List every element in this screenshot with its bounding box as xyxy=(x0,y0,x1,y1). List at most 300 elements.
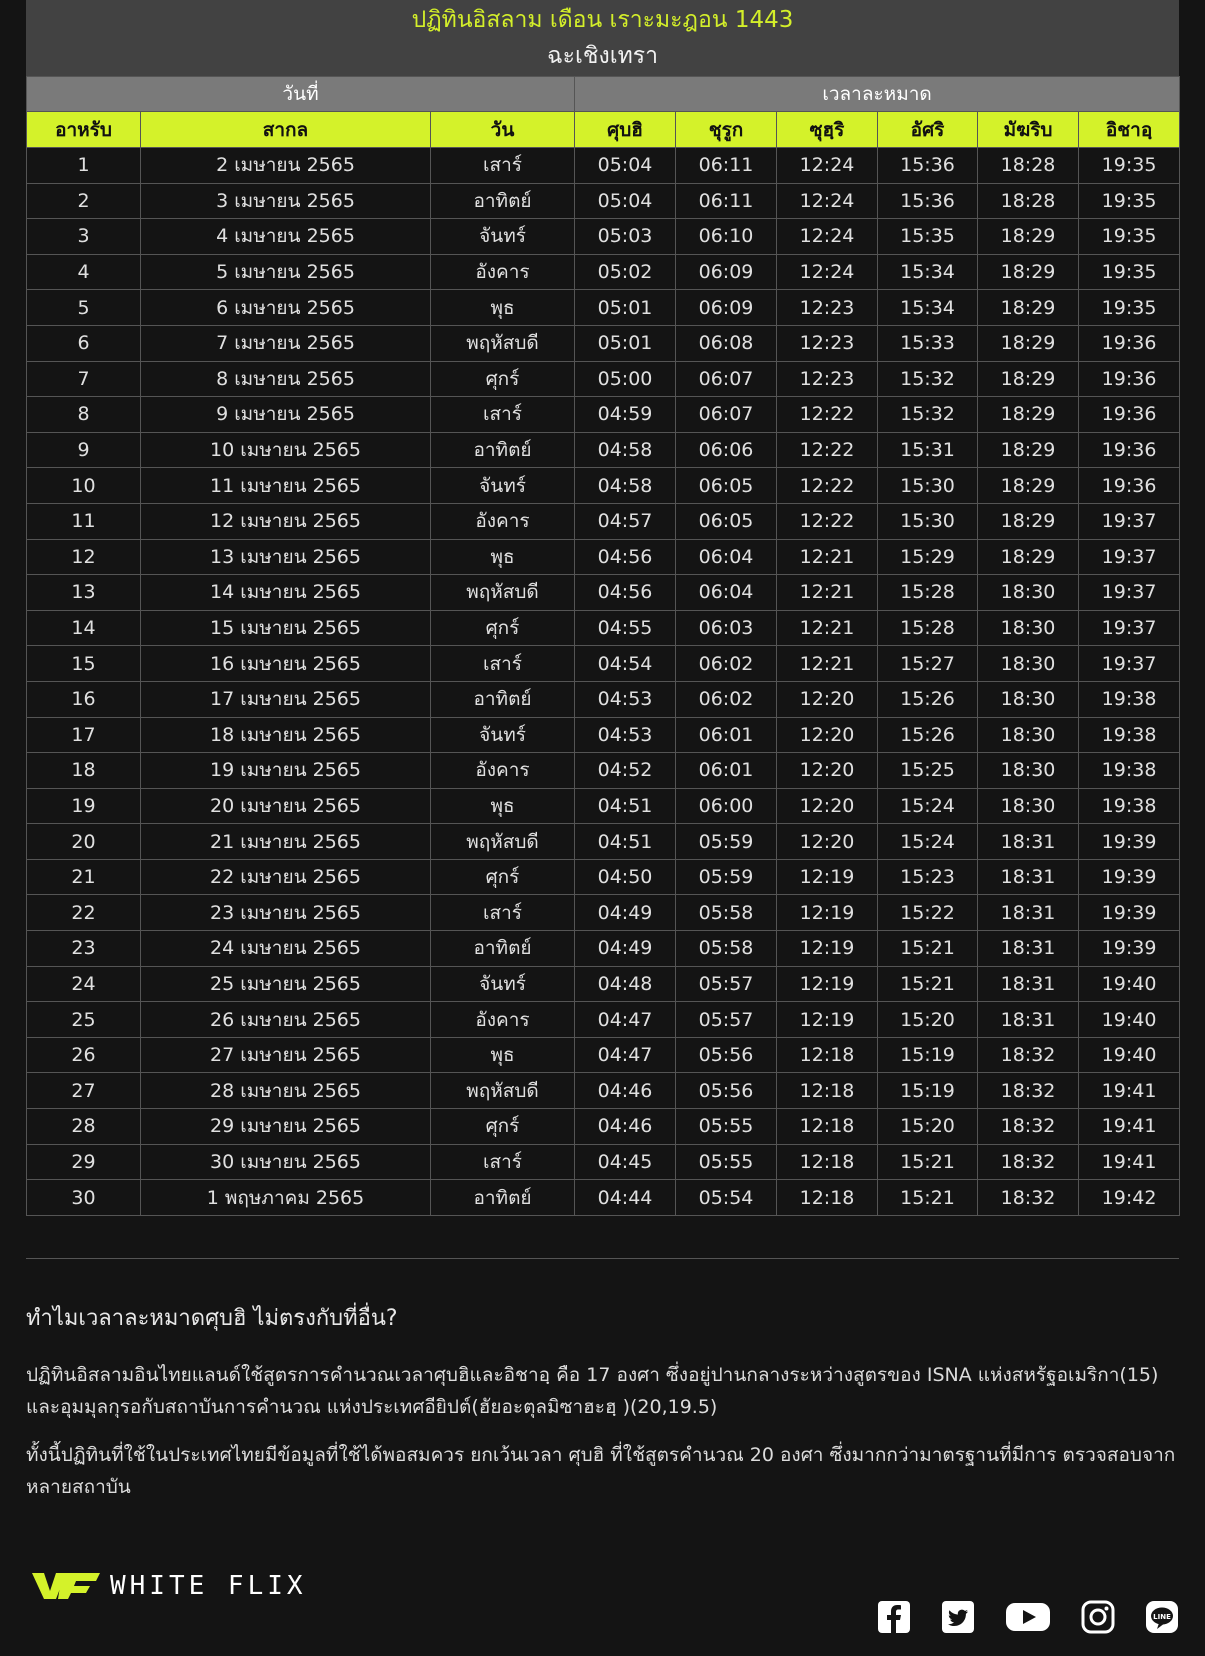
column-header: ชุรูก xyxy=(676,112,777,148)
cell-weekday: จันทร์ xyxy=(431,717,575,753)
cell-gregorian-date: 2 เมษายน 2565 xyxy=(141,148,431,184)
cell-gregorian-date: 10 เมษายน 2565 xyxy=(141,432,431,468)
cell-asr: 15:34 xyxy=(878,254,978,290)
cell-hijri-day: 20 xyxy=(27,824,141,860)
cell-weekday: อาทิตย์ xyxy=(431,931,575,967)
line-icon[interactable] xyxy=(1145,1600,1179,1634)
table-row xyxy=(27,1037,1180,1073)
cell-hijri-day: 30 xyxy=(27,1180,141,1216)
cell-isha: 19:38 xyxy=(1079,753,1180,789)
table-row xyxy=(27,539,1180,575)
cell-shuruq: 05:57 xyxy=(676,1002,777,1038)
table-row xyxy=(27,859,1180,895)
cell-weekday: อังคาร xyxy=(431,1002,575,1038)
cell-weekday: อังคาร xyxy=(431,503,575,539)
cell-shuruq: 05:59 xyxy=(676,824,777,860)
cell-hijri-day: 2 xyxy=(27,183,141,219)
table-row xyxy=(27,646,1180,682)
cell-isha: 19:36 xyxy=(1079,397,1180,433)
cell-isha: 19:35 xyxy=(1079,183,1180,219)
cell-gregorian-date: 29 เมษายน 2565 xyxy=(141,1109,431,1145)
white-flix-logo-icon xyxy=(32,1569,100,1603)
cell-hijri-day: 8 xyxy=(27,397,141,433)
cell-zuhr: 12:23 xyxy=(777,290,878,326)
brand-logo[interactable] xyxy=(32,1566,307,1606)
cell-maghrib: 18:28 xyxy=(978,183,1079,219)
cell-isha: 19:36 xyxy=(1079,432,1180,468)
cell-gregorian-date: 27 เมษายน 2565 xyxy=(141,1037,431,1073)
twitter-icon[interactable] xyxy=(941,1600,975,1634)
cell-subh: 04:46 xyxy=(575,1109,676,1145)
calendar-section xyxy=(26,0,1179,1216)
cell-gregorian-date: 26 เมษายน 2565 xyxy=(141,1002,431,1038)
instagram-icon[interactable] xyxy=(1081,1600,1115,1634)
facebook-icon[interactable] xyxy=(877,1600,911,1634)
table-row xyxy=(27,361,1180,397)
cell-subh: 04:44 xyxy=(575,1180,676,1216)
table-row xyxy=(27,1073,1180,1109)
cell-shuruq: 05:57 xyxy=(676,966,777,1002)
cell-zuhr: 12:20 xyxy=(777,753,878,789)
column-header: วัน xyxy=(431,112,575,148)
cell-maghrib: 18:30 xyxy=(978,788,1079,824)
cell-hijri-day: 29 xyxy=(27,1144,141,1180)
cell-weekday: พฤหัสบดี xyxy=(431,824,575,860)
province-name: ฉะเชิงเทรา xyxy=(546,43,658,69)
table-row xyxy=(27,824,1180,860)
cell-gregorian-date: 19 เมษายน 2565 xyxy=(141,753,431,789)
cell-asr: 15:26 xyxy=(878,681,978,717)
cell-zuhr: 12:21 xyxy=(777,575,878,611)
cell-subh: 05:00 xyxy=(575,361,676,397)
cell-weekday: พฤหัสบดี xyxy=(431,575,575,611)
cell-weekday: เสาร์ xyxy=(431,895,575,931)
cell-maghrib: 18:32 xyxy=(978,1109,1079,1145)
cell-subh: 04:48 xyxy=(575,966,676,1002)
cell-weekday: เสาร์ xyxy=(431,148,575,184)
cell-weekday: พฤหัสบดี xyxy=(431,325,575,361)
cell-maghrib: 18:32 xyxy=(978,1037,1079,1073)
svg-text:LINE: LINE xyxy=(1153,1613,1171,1621)
cell-weekday: อาทิตย์ xyxy=(431,432,575,468)
table-row xyxy=(27,290,1180,326)
cell-zuhr: 12:24 xyxy=(777,254,878,290)
cell-gregorian-date: 23 เมษายน 2565 xyxy=(141,895,431,931)
cell-weekday: ศุกร์ xyxy=(431,610,575,646)
cell-gregorian-date: 4 เมษายน 2565 xyxy=(141,219,431,255)
cell-zuhr: 12:23 xyxy=(777,361,878,397)
column-header: ซุฮฺริ xyxy=(777,112,878,148)
column-header: อัศริ xyxy=(878,112,978,148)
cell-shuruq: 06:09 xyxy=(676,290,777,326)
cell-shuruq: 06:11 xyxy=(676,148,777,184)
cell-isha: 19:35 xyxy=(1079,290,1180,326)
cell-zuhr: 12:18 xyxy=(777,1180,878,1216)
cell-hijri-day: 19 xyxy=(27,788,141,824)
cell-isha: 19:37 xyxy=(1079,610,1180,646)
social-links xyxy=(877,1600,1179,1634)
cell-maghrib: 18:29 xyxy=(978,361,1079,397)
cell-subh: 04:59 xyxy=(575,397,676,433)
cell-maghrib: 18:29 xyxy=(978,325,1079,361)
cell-isha: 19:37 xyxy=(1079,503,1180,539)
cell-weekday: เสาร์ xyxy=(431,397,575,433)
cell-weekday: พฤหัสบดี xyxy=(431,1073,575,1109)
column-header: ศุบฮิ xyxy=(575,112,676,148)
cell-shuruq: 05:58 xyxy=(676,931,777,967)
cell-weekday: จันทร์ xyxy=(431,966,575,1002)
cell-hijri-day: 4 xyxy=(27,254,141,290)
cell-maghrib: 18:31 xyxy=(978,895,1079,931)
cell-isha: 19:39 xyxy=(1079,895,1180,931)
cell-weekday: อาทิตย์ xyxy=(431,681,575,717)
table-row xyxy=(27,966,1180,1002)
cell-shuruq: 06:04 xyxy=(676,575,777,611)
cell-maghrib: 18:29 xyxy=(978,397,1079,433)
cell-shuruq: 06:00 xyxy=(676,788,777,824)
cell-gregorian-date: 11 เมษายน 2565 xyxy=(141,468,431,504)
table-row xyxy=(27,1002,1180,1038)
cell-zuhr: 12:20 xyxy=(777,681,878,717)
cell-shuruq: 06:01 xyxy=(676,717,777,753)
cell-hijri-day: 27 xyxy=(27,1073,141,1109)
table-row xyxy=(27,468,1180,504)
table-row xyxy=(27,325,1180,361)
cell-subh: 04:58 xyxy=(575,468,676,504)
cell-isha: 19:38 xyxy=(1079,717,1180,753)
cell-subh: 04:58 xyxy=(575,432,676,468)
cell-isha: 19:37 xyxy=(1079,539,1180,575)
cell-gregorian-date: 24 เมษายน 2565 xyxy=(141,931,431,967)
cell-maghrib: 18:28 xyxy=(978,148,1079,184)
cell-asr: 15:21 xyxy=(878,1144,978,1180)
cell-zuhr: 12:19 xyxy=(777,859,878,895)
table-row xyxy=(27,1180,1180,1216)
cell-hijri-day: 9 xyxy=(27,432,141,468)
cell-weekday: เสาร์ xyxy=(431,1144,575,1180)
table-row xyxy=(27,753,1180,789)
cell-gregorian-date: 6 เมษายน 2565 xyxy=(141,290,431,326)
brand-name: WHITE FLIX xyxy=(110,1571,307,1601)
info-section xyxy=(26,1300,1179,1519)
cell-asr: 15:36 xyxy=(878,148,978,184)
cell-gregorian-date: 28 เมษายน 2565 xyxy=(141,1073,431,1109)
cell-zuhr: 12:21 xyxy=(777,646,878,682)
cell-shuruq: 06:07 xyxy=(676,397,777,433)
table-row xyxy=(27,895,1180,931)
cell-zuhr: 12:24 xyxy=(777,183,878,219)
cell-hijri-day: 28 xyxy=(27,1109,141,1145)
cell-subh: 04:50 xyxy=(575,859,676,895)
cell-asr: 15:19 xyxy=(878,1073,978,1109)
cell-zuhr: 12:24 xyxy=(777,148,878,184)
section-divider xyxy=(26,1258,1179,1259)
cell-shuruq: 06:01 xyxy=(676,753,777,789)
cell-maghrib: 18:30 xyxy=(978,717,1079,753)
cell-hijri-day: 5 xyxy=(27,290,141,326)
cell-gregorian-date: 9 เมษายน 2565 xyxy=(141,397,431,433)
cell-isha: 19:41 xyxy=(1079,1144,1180,1180)
cell-subh: 04:47 xyxy=(575,1037,676,1073)
cell-shuruq: 05:55 xyxy=(676,1109,777,1145)
cell-gregorian-date: 5 เมษายน 2565 xyxy=(141,254,431,290)
table-row xyxy=(27,254,1180,290)
cell-isha: 19:35 xyxy=(1079,254,1180,290)
cell-asr: 15:24 xyxy=(878,788,978,824)
cell-hijri-day: 7 xyxy=(27,361,141,397)
cell-hijri-day: 21 xyxy=(27,859,141,895)
info-paragraph-2: ทั้งนี้ปฏิทินที่ใช้ในประเทศไทยมีข้อมูลที่ใช้ได้พอสมควร ยกเว้นเวลา ศุบฮิ ที่ใช้สูตรคำนวณ 20 องศา ซึ่งมากกว่ามาตรฐานที่มีการ ตรวจสอบจากหลายสถาบัน xyxy=(26,1444,1176,1498)
cell-hijri-day: 26 xyxy=(27,1037,141,1073)
cell-isha: 19:38 xyxy=(1079,788,1180,824)
cell-weekday: อังคาร xyxy=(431,753,575,789)
cell-shuruq: 05:54 xyxy=(676,1180,777,1216)
cell-hijri-day: 22 xyxy=(27,895,141,931)
cell-subh: 04:46 xyxy=(575,1073,676,1109)
cell-maghrib: 18:32 xyxy=(978,1180,1079,1216)
cell-subh: 05:01 xyxy=(575,325,676,361)
table-row xyxy=(27,931,1180,967)
cell-maghrib: 18:31 xyxy=(978,859,1079,895)
cell-isha: 19:35 xyxy=(1079,219,1180,255)
cell-shuruq: 06:06 xyxy=(676,432,777,468)
cell-shuruq: 06:03 xyxy=(676,610,777,646)
cell-subh: 04:52 xyxy=(575,753,676,789)
cell-zuhr: 12:18 xyxy=(777,1073,878,1109)
cell-hijri-day: 24 xyxy=(27,966,141,1002)
column-header: มัฆริบ xyxy=(978,112,1079,148)
table-row xyxy=(27,397,1180,433)
cell-asr: 15:25 xyxy=(878,753,978,789)
cell-gregorian-date: 18 เมษายน 2565 xyxy=(141,717,431,753)
cell-maghrib: 18:32 xyxy=(978,1144,1079,1180)
cell-subh: 04:53 xyxy=(575,717,676,753)
table-row xyxy=(27,183,1180,219)
cell-zuhr: 12:22 xyxy=(777,503,878,539)
cell-asr: 15:32 xyxy=(878,361,978,397)
cell-asr: 15:33 xyxy=(878,325,978,361)
table-row xyxy=(27,1109,1180,1145)
cell-asr: 15:21 xyxy=(878,931,978,967)
cell-hijri-day: 23 xyxy=(27,931,141,967)
cell-weekday: ศุกร์ xyxy=(431,859,575,895)
cell-shuruq: 06:10 xyxy=(676,219,777,255)
cell-maghrib: 18:30 xyxy=(978,646,1079,682)
cell-hijri-day: 3 xyxy=(27,219,141,255)
cell-hijri-day: 14 xyxy=(27,610,141,646)
cell-shuruq: 06:05 xyxy=(676,503,777,539)
table-row xyxy=(27,610,1180,646)
cell-asr: 15:24 xyxy=(878,824,978,860)
table-row xyxy=(27,503,1180,539)
cell-isha: 19:39 xyxy=(1079,859,1180,895)
cell-maghrib: 18:31 xyxy=(978,931,1079,967)
cell-zuhr: 12:20 xyxy=(777,717,878,753)
cell-hijri-day: 10 xyxy=(27,468,141,504)
cell-zuhr: 12:21 xyxy=(777,539,878,575)
cell-gregorian-date: 13 เมษายน 2565 xyxy=(141,539,431,575)
cell-isha: 19:37 xyxy=(1079,575,1180,611)
cell-weekday: พุธ xyxy=(431,1037,575,1073)
cell-asr: 15:28 xyxy=(878,610,978,646)
cell-shuruq: 06:04 xyxy=(676,539,777,575)
table-row xyxy=(27,788,1180,824)
table-row xyxy=(27,1144,1180,1180)
cell-gregorian-date: 17 เมษายน 2565 xyxy=(141,681,431,717)
cell-subh: 04:51 xyxy=(575,824,676,860)
cell-asr: 15:32 xyxy=(878,397,978,433)
cell-asr: 15:20 xyxy=(878,1002,978,1038)
cell-isha: 19:36 xyxy=(1079,361,1180,397)
cell-shuruq: 05:58 xyxy=(676,895,777,931)
cell-maghrib: 18:30 xyxy=(978,681,1079,717)
cell-shuruq: 06:02 xyxy=(676,681,777,717)
cell-asr: 15:28 xyxy=(878,575,978,611)
cell-zuhr: 12:22 xyxy=(777,397,878,433)
cell-maghrib: 18:29 xyxy=(978,503,1079,539)
cell-shuruq: 06:07 xyxy=(676,361,777,397)
cell-weekday: พุธ xyxy=(431,539,575,575)
table-row xyxy=(27,681,1180,717)
cell-zuhr: 12:19 xyxy=(777,895,878,931)
cell-gregorian-date: 20 เมษายน 2565 xyxy=(141,788,431,824)
cell-gregorian-date: 22 เมษายน 2565 xyxy=(141,859,431,895)
table-row xyxy=(27,148,1180,184)
cell-shuruq: 06:11 xyxy=(676,183,777,219)
cell-asr: 15:35 xyxy=(878,219,978,255)
cell-hijri-day: 17 xyxy=(27,717,141,753)
cell-hijri-day: 1 xyxy=(27,148,141,184)
cell-subh: 04:56 xyxy=(575,575,676,611)
cell-asr: 15:26 xyxy=(878,717,978,753)
cell-hijri-day: 13 xyxy=(27,575,141,611)
cell-weekday: เสาร์ xyxy=(431,646,575,682)
cell-gregorian-date: 8 เมษายน 2565 xyxy=(141,361,431,397)
cell-maghrib: 18:30 xyxy=(978,753,1079,789)
cell-zuhr: 12:23 xyxy=(777,325,878,361)
cell-weekday: จันทร์ xyxy=(431,468,575,504)
cell-shuruq: 06:08 xyxy=(676,325,777,361)
cell-maghrib: 18:30 xyxy=(978,575,1079,611)
cell-subh: 05:02 xyxy=(575,254,676,290)
cell-zuhr: 12:20 xyxy=(777,824,878,860)
cell-shuruq: 05:56 xyxy=(676,1037,777,1073)
cell-asr: 15:27 xyxy=(878,646,978,682)
calendar-title: ปฏิทินอิสลาม เดือน เราะมะฎอน 1443 xyxy=(411,7,794,33)
column-header: สากล xyxy=(141,112,431,148)
cell-zuhr: 12:21 xyxy=(777,610,878,646)
cell-shuruq: 05:55 xyxy=(676,1144,777,1180)
cell-hijri-day: 25 xyxy=(27,1002,141,1038)
cell-subh: 05:04 xyxy=(575,183,676,219)
cell-maghrib: 18:32 xyxy=(978,1073,1079,1109)
cell-gregorian-date: 1 พฤษภาคม 2565 xyxy=(141,1180,431,1216)
cell-subh: 04:54 xyxy=(575,646,676,682)
cell-weekday: พุธ xyxy=(431,788,575,824)
cell-maghrib: 18:29 xyxy=(978,254,1079,290)
column-header: อาหรับ xyxy=(27,112,141,148)
cell-gregorian-date: 7 เมษายน 2565 xyxy=(141,325,431,361)
cell-gregorian-date: 25 เมษายน 2565 xyxy=(141,966,431,1002)
cell-gregorian-date: 30 เมษายน 2565 xyxy=(141,1144,431,1180)
table-row xyxy=(27,717,1180,753)
cell-gregorian-date: 3 เมษายน 2565 xyxy=(141,183,431,219)
cell-subh: 04:49 xyxy=(575,931,676,967)
cell-asr: 15:30 xyxy=(878,503,978,539)
prayer-times-table xyxy=(26,76,1180,1216)
table-row xyxy=(27,575,1180,611)
cell-asr: 15:23 xyxy=(878,859,978,895)
cell-maghrib: 18:29 xyxy=(978,219,1079,255)
cell-weekday: ศุกร์ xyxy=(431,361,575,397)
cell-maghrib: 18:31 xyxy=(978,966,1079,1002)
cell-shuruq: 06:09 xyxy=(676,254,777,290)
cell-isha: 19:41 xyxy=(1079,1073,1180,1109)
cell-isha: 19:42 xyxy=(1079,1180,1180,1216)
cell-zuhr: 12:22 xyxy=(777,468,878,504)
cell-isha: 19:40 xyxy=(1079,966,1180,1002)
cell-asr: 15:21 xyxy=(878,1180,978,1216)
cell-weekday: จันทร์ xyxy=(431,219,575,255)
cell-isha: 19:37 xyxy=(1079,646,1180,682)
cell-shuruq: 05:59 xyxy=(676,859,777,895)
cell-zuhr: 12:20 xyxy=(777,788,878,824)
cell-maghrib: 18:29 xyxy=(978,290,1079,326)
table-row xyxy=(27,219,1180,255)
cell-isha: 19:40 xyxy=(1079,1037,1180,1073)
cell-isha: 19:41 xyxy=(1079,1109,1180,1145)
group-header-prayer-times: เวลาละหมาด xyxy=(575,77,1180,112)
cell-shuruq: 06:05 xyxy=(676,468,777,504)
cell-hijri-day: 6 xyxy=(27,325,141,361)
cell-shuruq: 05:56 xyxy=(676,1073,777,1109)
youtube-icon[interactable] xyxy=(1005,1600,1051,1634)
cell-gregorian-date: 16 เมษายน 2565 xyxy=(141,646,431,682)
cell-gregorian-date: 12 เมษายน 2565 xyxy=(141,503,431,539)
cell-gregorian-date: 14 เมษายน 2565 xyxy=(141,575,431,611)
cell-hijri-day: 16 xyxy=(27,681,141,717)
cell-asr: 15:22 xyxy=(878,895,978,931)
cell-subh: 04:51 xyxy=(575,788,676,824)
cell-asr: 15:19 xyxy=(878,1037,978,1073)
cell-zuhr: 12:24 xyxy=(777,219,878,255)
cell-subh: 04:56 xyxy=(575,539,676,575)
cell-shuruq: 06:02 xyxy=(676,646,777,682)
cell-asr: 15:30 xyxy=(878,468,978,504)
column-header-row xyxy=(27,112,1180,148)
cell-maghrib: 18:29 xyxy=(978,468,1079,504)
calendar-title-box xyxy=(26,0,1179,76)
cell-weekday: อาทิตย์ xyxy=(431,183,575,219)
info-heading: ทำไมเวลาละหมาดศุบฮิ ไม่ตรงกับที่อื่น? xyxy=(26,1306,398,1331)
cell-asr: 15:36 xyxy=(878,183,978,219)
cell-weekday: อาทิตย์ xyxy=(431,1180,575,1216)
cell-subh: 04:47 xyxy=(575,1002,676,1038)
cell-weekday: พุธ xyxy=(431,290,575,326)
cell-zuhr: 12:22 xyxy=(777,432,878,468)
cell-asr: 15:20 xyxy=(878,1109,978,1145)
cell-isha: 19:38 xyxy=(1079,681,1180,717)
cell-asr: 15:31 xyxy=(878,432,978,468)
cell-asr: 15:34 xyxy=(878,290,978,326)
cell-maghrib: 18:29 xyxy=(978,539,1079,575)
cell-weekday: ศุกร์ xyxy=(431,1109,575,1145)
cell-maghrib: 18:29 xyxy=(978,432,1079,468)
cell-subh: 04:57 xyxy=(575,503,676,539)
cell-subh: 05:04 xyxy=(575,148,676,184)
cell-maghrib: 18:31 xyxy=(978,824,1079,860)
cell-isha: 19:36 xyxy=(1079,468,1180,504)
